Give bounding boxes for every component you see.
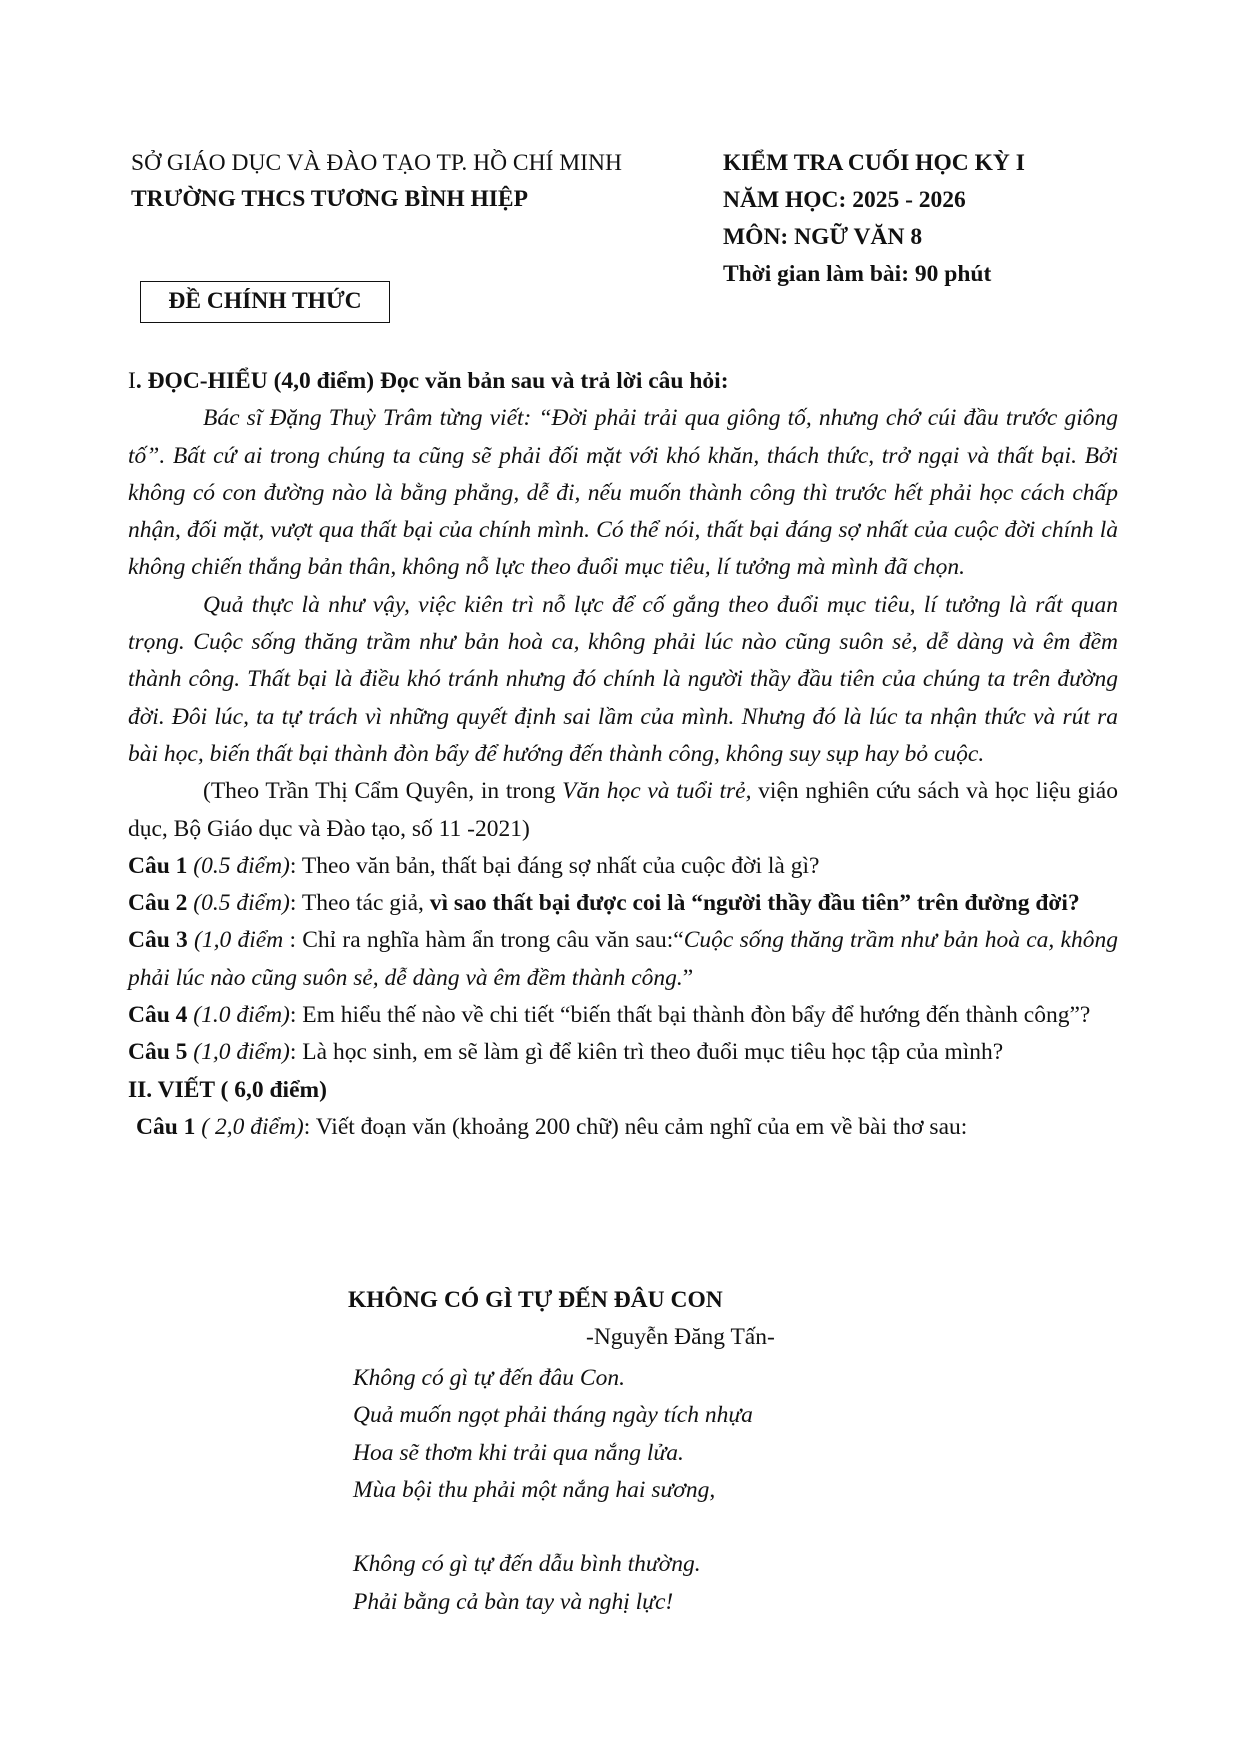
- question-3: [128, 922, 1118, 997]
- q2-label: Câu 2: [128, 890, 188, 917]
- header-right: [723, 145, 1163, 293]
- q4-text: : Em hiểu thế nào về chi tiết “biến thất bại thành đòn bẩy để hướng đến thành công”?: [289, 1002, 1091, 1029]
- w1-label: Câu 1: [136, 1113, 196, 1140]
- q3-quote: Cuộc sống thăng trầm như bản hoà ca, không phải lúc nào cũng suôn sẻ, dễ dàng và êm đềm thành công.: [128, 927, 1118, 991]
- poem-line: Hoa sẽ thơm khi trải qua nắng lửa.: [353, 1439, 684, 1466]
- exam-title: KIỂM TRA CUỐI HỌC KỲ I: [723, 150, 1025, 176]
- w1-text: : Viết đoạn văn (khoảng 200 chữ) nêu cảm nghĩ của em về bài thơ sau:: [303, 1113, 968, 1140]
- question-2: [128, 885, 1118, 922]
- q2-points: (0.5 điểm): [187, 890, 290, 917]
- q2-text: : Theo tác giả,: [289, 890, 430, 917]
- poem-line: Không có gì tự đến đâu Con.: [353, 1365, 625, 1391]
- q3-text: : Chỉ ra nghĩa hàm ẩn trong câu văn sau:“: [283, 927, 684, 954]
- source-suffix: viện nghiên cứu sách và học liệu giáo dục, Bộ Giáo dục và Đào tạo, số 11 -2021): [128, 778, 1118, 842]
- q1-label: Câu 1: [128, 852, 188, 879]
- q3-points: (1,0 điểm: [187, 927, 284, 954]
- writing-question-1: [128, 1109, 1118, 1146]
- header-left: [131, 145, 691, 217]
- w1-points: ( 2,0 điểm): [195, 1113, 304, 1140]
- poem-line: Không có gì tự đến dẫu bình thường.: [353, 1551, 701, 1578]
- q5-points: (1,0 điểm): [187, 1039, 290, 1066]
- part2-heading: II. VIẾT ( 6,0 điểm): [128, 1076, 327, 1103]
- q3-label: Câu 3: [128, 927, 188, 954]
- department-name: SỞ GIÁO DỤC VÀ ĐÀO TẠO TP. HỒ CHÍ MINH: [131, 150, 622, 176]
- poem-line: Mùa bội thu phải một nắng hai sương,: [353, 1476, 716, 1503]
- q1-points: (0.5 điểm): [187, 852, 290, 879]
- poem-title: KHÔNG CÓ GÌ TỰ ĐẾN ĐÂU CON: [348, 1287, 723, 1313]
- q4-label: Câu 4: [128, 1002, 188, 1029]
- question-5: [128, 1034, 1118, 1071]
- part1-heading: [128, 363, 1118, 400]
- part1-heading-text: . ĐỌC-HIỂU (4,0 điểm) Đọc văn bản sau và trả lời câu hỏi:: [135, 368, 729, 394]
- passage-paragraph-2: Quả thực là như vậy, việc kiên trì nỗ lực để cố gắng theo đuổi mục tiêu, lí tưởng là rất quan trọng. Cuộc sống thăng trầm như bản hoà ca, không phải lúc nào cũng suôn sẻ, dễ dàng và êm đềm thành công. Thất bại là điều khó tránh nhưng đó chính là người thầy đầu tiên của chúng ta trên đường đời. Đôi lúc, ta tự trách vì những quyết định sai lầm của mình. Nhưng đó là lúc ta nhận thức và rút ra bài học, biến thất bại thành đòn bẩy để hướng đến thành công, không suy sụp hay bỏ cuộc.: [128, 591, 1118, 767]
- exam-body: [128, 363, 1118, 1146]
- q4-points: (1.0 điểm): [187, 1002, 290, 1029]
- part1-roman: I: [128, 368, 136, 394]
- q5-text: : Là học sinh, em sẽ làm gì để kiên trì theo đuổi mục tiêu học tập của mình?: [289, 1039, 1004, 1066]
- question-4: [128, 997, 1118, 1034]
- q3-quote-end: ”: [682, 964, 694, 991]
- q1-text: : Theo văn bản, thất bại đáng sợ nhất của cuộc đời là gì?: [289, 852, 820, 879]
- question-1: [128, 848, 1118, 885]
- source-book: Văn học và tuổi trẻ,: [562, 778, 752, 805]
- q2-bold-text: vì sao thất bại được coi là “người thầy đầu tiên” trên đường đời?: [429, 890, 1080, 917]
- poem-line: Phải bằng cả bàn tay và nghị lực!: [353, 1588, 674, 1615]
- poem-body: [353, 1360, 753, 1621]
- school-year: NĂM HỌC: 2025 - 2026: [723, 187, 966, 213]
- subject: MÔN: NGỮ VĂN 8: [723, 224, 923, 250]
- passage-paragraph-1: Bác sĩ Đặng Thuỳ Trâm từng viết: “Đời phải trải qua giông tố, nhưng chớ cúi đầu trước giông tố”. Bất cứ ai trong chúng ta cũng sẽ phải đối mặt với khó khăn, thách thức, trở ngại và thất bại. Bởi không có con đường nào là bằng phẳng, dễ đi, nếu muốn thành công thì trước hết phải học cách chấp nhận, đối mặt, vượt qua thất bại của chính mình. Có thể nói, thất bại đáng sợ nhất của cuộc đời chính là không chiến thắng bản thân, không nỗ lực theo đuổi mục tiêu, lí tưởng mà mình đã chọn.: [128, 405, 1118, 581]
- poem-line: Quả muốn ngọt phải tháng ngày tích nhựa: [353, 1402, 753, 1429]
- official-stamp-box: ĐỀ CHÍNH THỨC: [140, 281, 390, 323]
- passage-source: [128, 773, 1118, 848]
- poem-author: -Nguyễn Đăng Tấn-: [586, 1324, 775, 1350]
- q5-label: Câu 5: [128, 1039, 188, 1066]
- school-name: TRƯỜNG THCS TƯƠNG BÌNH HIỆP: [131, 186, 528, 212]
- poem-line: [353, 1509, 753, 1546]
- source-prefix: (Theo Trần Thị Cẩm Quyên, in trong: [203, 778, 563, 805]
- duration: Thời gian làm bài: 90 phút: [723, 261, 992, 287]
